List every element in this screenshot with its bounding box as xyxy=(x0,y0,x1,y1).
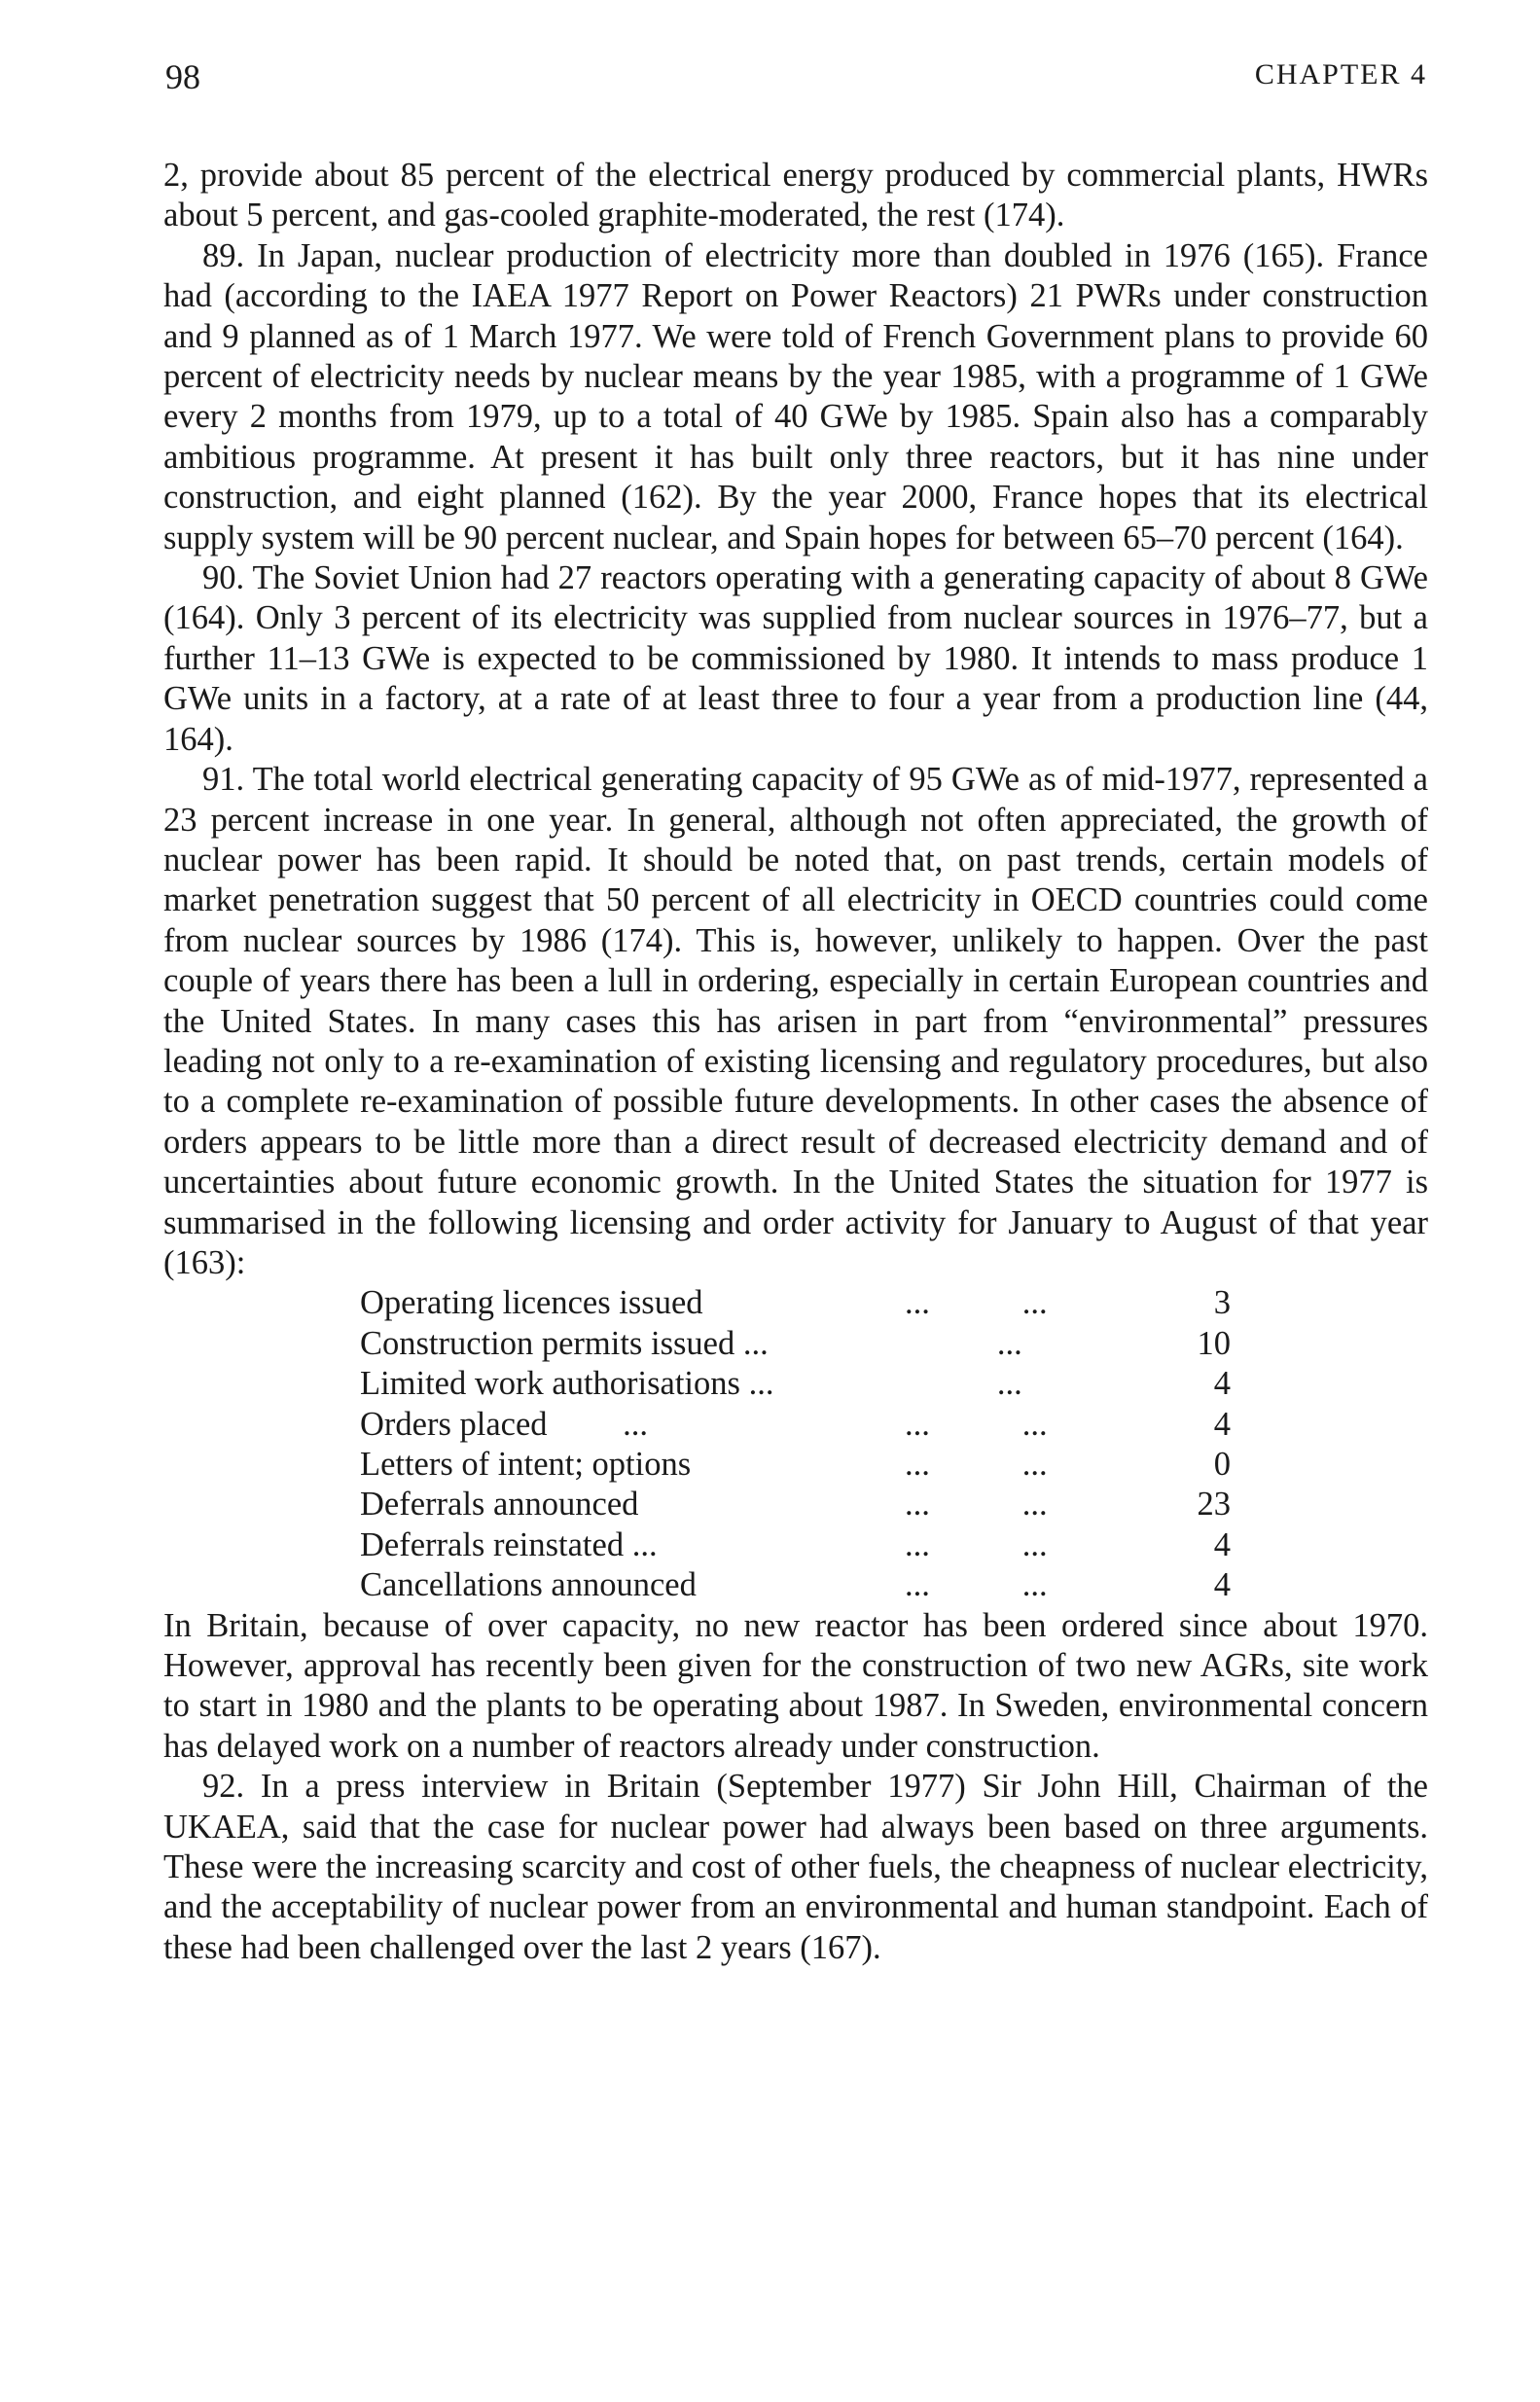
row-value: 4 xyxy=(1213,1405,1231,1443)
paragraph-91: 91. The total world electrical generating capacity of 95 GWe as of mid-1977, represented a 23 percent increase in one year. In general, although not often appreciated, the growth of nuclear power has been rapid. It should be noted that, on past trends, certain models of market penetration suggest that 50 percent of all electricity in OECD countries could come from nuclear sources by 1986 (174). This is, however, unlikely to happen. Over the past couple of years there has been a lull in ordering, especially in certain European countries and the United States. In many cases this has arisen in part from “environmental” pressures leading not only to a re-examination of existing licensing and regulatory procedures, but also to a complete re-examination of possible future developments. In other cases the absence of orders appears to be little more than a direct result of decreased electricity demand and of uncertainties about future economic growth. In the United States the situation for 1977 is summarised in the following licensing and order activity for January to August of that year (163): xyxy=(163,761,1428,1281)
row-label: Orders placed ... xyxy=(360,1405,649,1443)
leader-dots: ... ... xyxy=(905,1445,1048,1483)
table-row xyxy=(360,1525,1231,1565)
row-label: Operating licences issued xyxy=(360,1284,703,1322)
row-label: Construction permits issued ... xyxy=(360,1324,769,1362)
paragraph-90: 90. The Soviet Union had 27 reactors operating with a generating capacity of about 8 GWe (164). Only 3 percent of its electricity was supplied from nuclear sources in 1976–77, but a further 11–13 GWe is expected to be commissioned by 1980. It intends to mass produce 1 GWe units in a factory, at a rate of at least three to four a year from a production line (44, 164). xyxy=(163,559,1428,758)
paragraph-92: 92. In a press interview in Britain (September 1977) Sir John Hill, Chairman of the UKAEA, said that the case for nuclear power had always been based on three arguments. These were the increasing scarcity and cost of other fuels, the cheapness of nuclear electricity, and the acceptability of nuclear power from an environmental and human standpoint. Each of these had been challenged over the last 2 years (167). xyxy=(163,1768,1428,1966)
row-label: Deferrals reinstated ... xyxy=(360,1525,658,1563)
chapter-label: CHAPTER 4 xyxy=(1254,58,1427,90)
table-row xyxy=(360,1324,1231,1364)
row-label: Deferrals announced xyxy=(360,1486,639,1524)
licensing-activity-table xyxy=(360,1283,1231,1605)
leader-dots: ... xyxy=(905,1365,1022,1403)
row-value: 0 xyxy=(1213,1445,1231,1483)
table-row xyxy=(360,1445,1231,1485)
table-row xyxy=(360,1565,1231,1605)
leader-dots: ... ... xyxy=(905,1525,1048,1563)
body-text xyxy=(163,156,1428,1968)
row-value: 4 xyxy=(1213,1525,1231,1563)
leader-dots: ... ... xyxy=(905,1486,1048,1524)
row-label: Cancellations announced xyxy=(360,1566,697,1604)
row-value: 23 xyxy=(1197,1486,1231,1524)
row-value: 4 xyxy=(1213,1365,1231,1403)
paragraph-continuation: 2, provide about 85 percent of the electrical energy produced by commercial plants, HWRs about 5 percent, and gas-cooled graphite-moderated, the rest (174). xyxy=(163,157,1428,234)
table-row xyxy=(360,1364,1231,1404)
row-value: 10 xyxy=(1197,1324,1231,1362)
leader-dots: ... ... xyxy=(905,1566,1048,1604)
row-value: 3 xyxy=(1213,1284,1231,1322)
leader-dots: ... ... xyxy=(905,1405,1048,1443)
table-row xyxy=(360,1485,1231,1524)
paragraph-89: 89. In Japan, nuclear production of electricity more than doubled in 1976 (165). France had (according to the IAEA 1977 Report on Power Reactors) 21 PWRs under construction and 9 planned as of 1 March 1977. We were told of French Government plans to provide 60 percent of electricity needs by nuclear means by the year 1985, with a programme of 1 GWe every 2 months from 1979, up to a total of 40 GWe by 1985. Spain also has a comparably ambitious programme. At present it has built only three reactors, but it has nine under construction, and eight planned (162). By the year 2000, France hopes that its electrical supply system will be 90 percent nuclear, and Spain hopes for between 65–70 percent (164). xyxy=(163,236,1428,556)
row-label: Limited work authorisations ... xyxy=(360,1365,774,1403)
table-row xyxy=(360,1283,1231,1323)
row-value: 4 xyxy=(1213,1566,1231,1604)
row-label: Letters of intent; options xyxy=(360,1445,692,1483)
leader-dots: ... ... xyxy=(905,1284,1048,1322)
page-header xyxy=(165,56,1427,105)
table-row xyxy=(360,1405,1231,1445)
page-number: 98 xyxy=(165,57,200,96)
paragraph-britain: In Britain, because of over capacity, no new reactor has been ordered since about 1970. However, approval has recently been given for the construction of two new AGRs, site work to start in 1980 and the plants to be operating about 1987. In Sweden, environmental concern has delayed work on a number of reactors already under construction. xyxy=(163,1606,1428,1765)
leader-dots: ... xyxy=(905,1324,1022,1362)
